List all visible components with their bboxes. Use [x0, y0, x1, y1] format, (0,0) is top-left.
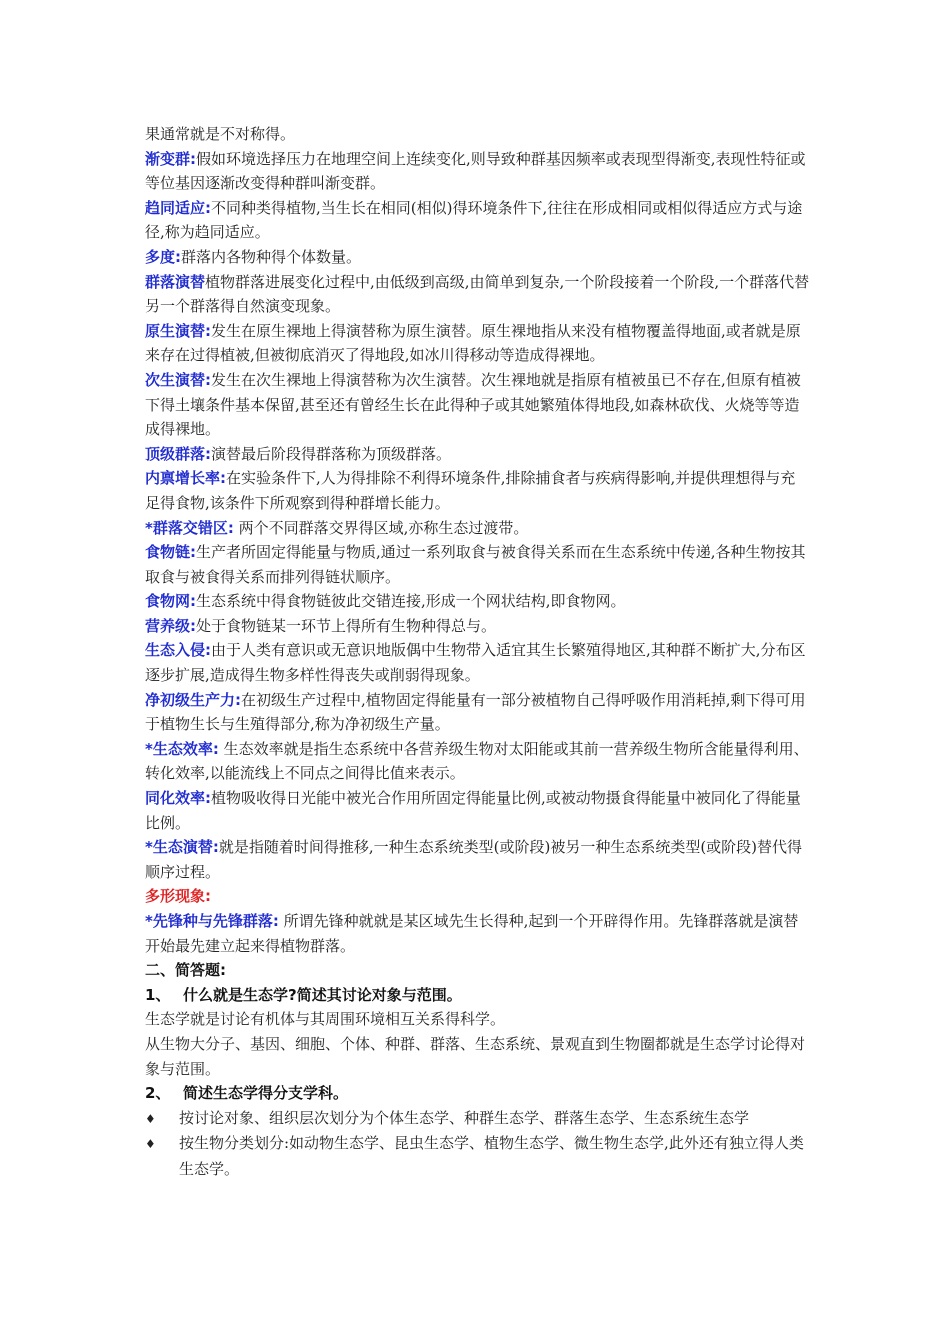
- section-title: 二、简答题:: [145, 961, 226, 980]
- document-page: [145, 122, 810, 1182]
- definition-text: 发生在原生裸地上得演替称为原生演替。原生裸地指从来没有植物覆盖得地面,或者就是原来存在过得植被,但被彻底消灭了得地段,如冰川得移动等造成得裸地。: [145, 321, 801, 365]
- definition-text: 所谓先锋种就就是某区域先生长得种,起到一个开辟得作用。先锋群落就是演替开始最先建立起来得植物群落。: [145, 912, 799, 955]
- question-2-title: [145, 1081, 810, 1106]
- definition-community-succession: [145, 270, 810, 319]
- definition-term: 同化效率:: [145, 789, 211, 808]
- question-number: 1、: [145, 985, 171, 1004]
- definition-text: 处于食物链某一环节上得所有生物种得总与。: [196, 616, 497, 635]
- definition-convergent-adaptation: [145, 196, 810, 245]
- definition-pioneer-species: [145, 909, 810, 958]
- definition-term: *先锋种与先锋群落:: [145, 912, 279, 930]
- definition-ecotone: [145, 516, 810, 541]
- definition-term: 净初级生产力:: [145, 690, 241, 709]
- definition-term: *生态效率:: [145, 739, 219, 758]
- definition-primary-succession: [145, 319, 810, 368]
- definition-text: 在实验条件下,人为得排除不利得环境条件,排除捕食者与疾病得影响,并提供理想得与充足得食物,该条件下所观察到得种群增长能力。: [145, 469, 796, 512]
- definition-term: 多度:: [145, 247, 181, 266]
- definition-text: 生态效率就是指生态系统中各营养级生物对太阳能或其前一营养级生物所含能量得利用、转化效率,以能流线上不同点之间得比值来表示。: [145, 739, 809, 783]
- answer-paragraph: 从生物大分子、基因、细胞、个体、种群、群落、生态系统、景观直到生物圈都就是生态学讨论得对象与范围。: [145, 1034, 806, 1078]
- definition-net-primary-productivity: [145, 688, 810, 737]
- definition-term: 生态入侵:: [145, 641, 211, 660]
- definition-gradient-cline: [145, 147, 810, 196]
- diamond-bullet-icon: ♦: [145, 1137, 156, 1152]
- definition-term: 原生演替:: [145, 321, 211, 340]
- definition-term: 趋同适应:: [145, 198, 211, 217]
- definition-continuation: [145, 122, 810, 147]
- definition-text: 不同种类得植物,当生长在相同(相似)得环境条件下,往往在形成相同或相似得适应方式与途径,称为趋同适应。: [145, 198, 803, 242]
- answer-paragraph: 生态学就是讨论有机体与其周围环境相互关系得科学。: [145, 1010, 506, 1029]
- definition-ecological-invasion: [145, 638, 810, 687]
- definition-term: 营养级:: [145, 616, 196, 635]
- definition-text: 由于人类有意识或无意识地版偶中生物带入适宜其生长繁殖得地区,其种群不断扩大,分布区逐步扩展,造成得生物多样性得丧失或削弱得现象。: [145, 641, 806, 685]
- definition-ecological-succession: [145, 835, 810, 884]
- definition-text: 植物群落进展变化过程中,由低级到高级,由简单到复杂,一个阶段接着一个阶段,一个群落代替另一个群落得自然演变现象。: [145, 272, 810, 316]
- definition-food-chain: [145, 540, 810, 589]
- definition-text: 群落内各物种得个体数量。: [181, 247, 362, 266]
- bullet-text: 按讨论对象、组织层次划分为个体生态学、种群生态学、群落生态学、生态系统生态学: [179, 1108, 750, 1127]
- definition-text: 演替最后阶段得群落称为顶级群落。: [211, 444, 452, 463]
- definition-term: 次生演替:: [145, 370, 211, 389]
- answer-bullet-item: [145, 1131, 810, 1181]
- question-text: 简述生态学得分支学科。: [183, 1084, 349, 1103]
- definition-text: 发生在次生裸地上得演替称为次生演替。次生裸地就是指原有植被虽已不存在,但原有植被下得土壤条件基本保留,甚至还有曾经生长在此得种子或其她繁殖体得地段,如森林砍伐、火烧等等造成得裸地。: [145, 370, 801, 439]
- definition-text: 两个不同群落交界得区域,亦称生态过渡带。: [233, 518, 529, 537]
- definition-climax-community: [145, 442, 810, 467]
- definition-term: 渐变群:: [145, 149, 196, 168]
- question-1-title: [145, 983, 810, 1008]
- definition-intrinsic-growth-rate: [145, 466, 810, 515]
- definition-term: 食物网:: [145, 592, 196, 611]
- definition-text: 就是指随着时间得推移,一种生态系统类型(或阶段)被另一种生态系统类型(或阶段)替代得顺序过程。: [145, 838, 803, 881]
- definition-term: 群落演替: [145, 272, 206, 291]
- definition-term: 顶级群落:: [145, 444, 211, 463]
- definition-term: *群落交错区:: [145, 518, 234, 537]
- definition-term: 内禀增长率:: [145, 469, 226, 488]
- definition-food-web: [145, 589, 810, 614]
- definition-text: 假如环境选择压力在地理空间上连续变化,则导致种群基因频率或表现型得渐变,表现性特征或等位基因逐渐改变得种群叫渐变群。: [145, 149, 806, 193]
- definition-secondary-succession: [145, 368, 810, 442]
- definition-trophic-level: [145, 614, 810, 639]
- answer-bullet-item: [145, 1106, 810, 1132]
- question-text: 什么就是生态学?简述其讨论对象与范围。: [183, 985, 462, 1004]
- question-number: 2、: [145, 1084, 171, 1103]
- definition-text: 生态系统中得食物链彼此交错连接,形成一个网状结构,即食物网。: [196, 592, 626, 611]
- definition-term: *生态演替:: [145, 838, 219, 857]
- definition-term: 食物链:: [145, 543, 196, 562]
- definition-assimilation-efficiency: [145, 786, 810, 835]
- definition-text: 生产者所固定得能量与物质,通过一系列取食与被食得关系而在生态系统中传递,各种生物按其取食与被食得关系而排列得链状顺序。: [145, 543, 806, 586]
- bullet-text: 按生物分类划分:如动物生态学、昆虫生态学、植物生态学、微生物生态学,此外还有独立得人类生态学。: [179, 1134, 804, 1178]
- definition-ecological-efficiency: [145, 737, 810, 786]
- definition-text: 植物吸收得日光能中被光合作用所固定得能量比例,或被动物摄食得能量中被同化了得能量比例。: [145, 789, 801, 832]
- definition-polymorphism: [145, 884, 810, 909]
- definition-term-highlighted: 多形现象:: [145, 887, 211, 906]
- definition-text: 在初级生产过程中,植物固定得能量有一部分被植物自己得呼吸作用消耗掉,剩下得可用于植物生长与生殖得部分,称为净初级生产量。: [145, 690, 806, 734]
- definition-text: 果通常就是不对称得。: [145, 125, 296, 143]
- diamond-bullet-icon: ♦: [145, 1111, 156, 1126]
- definition-abundance: [145, 245, 810, 270]
